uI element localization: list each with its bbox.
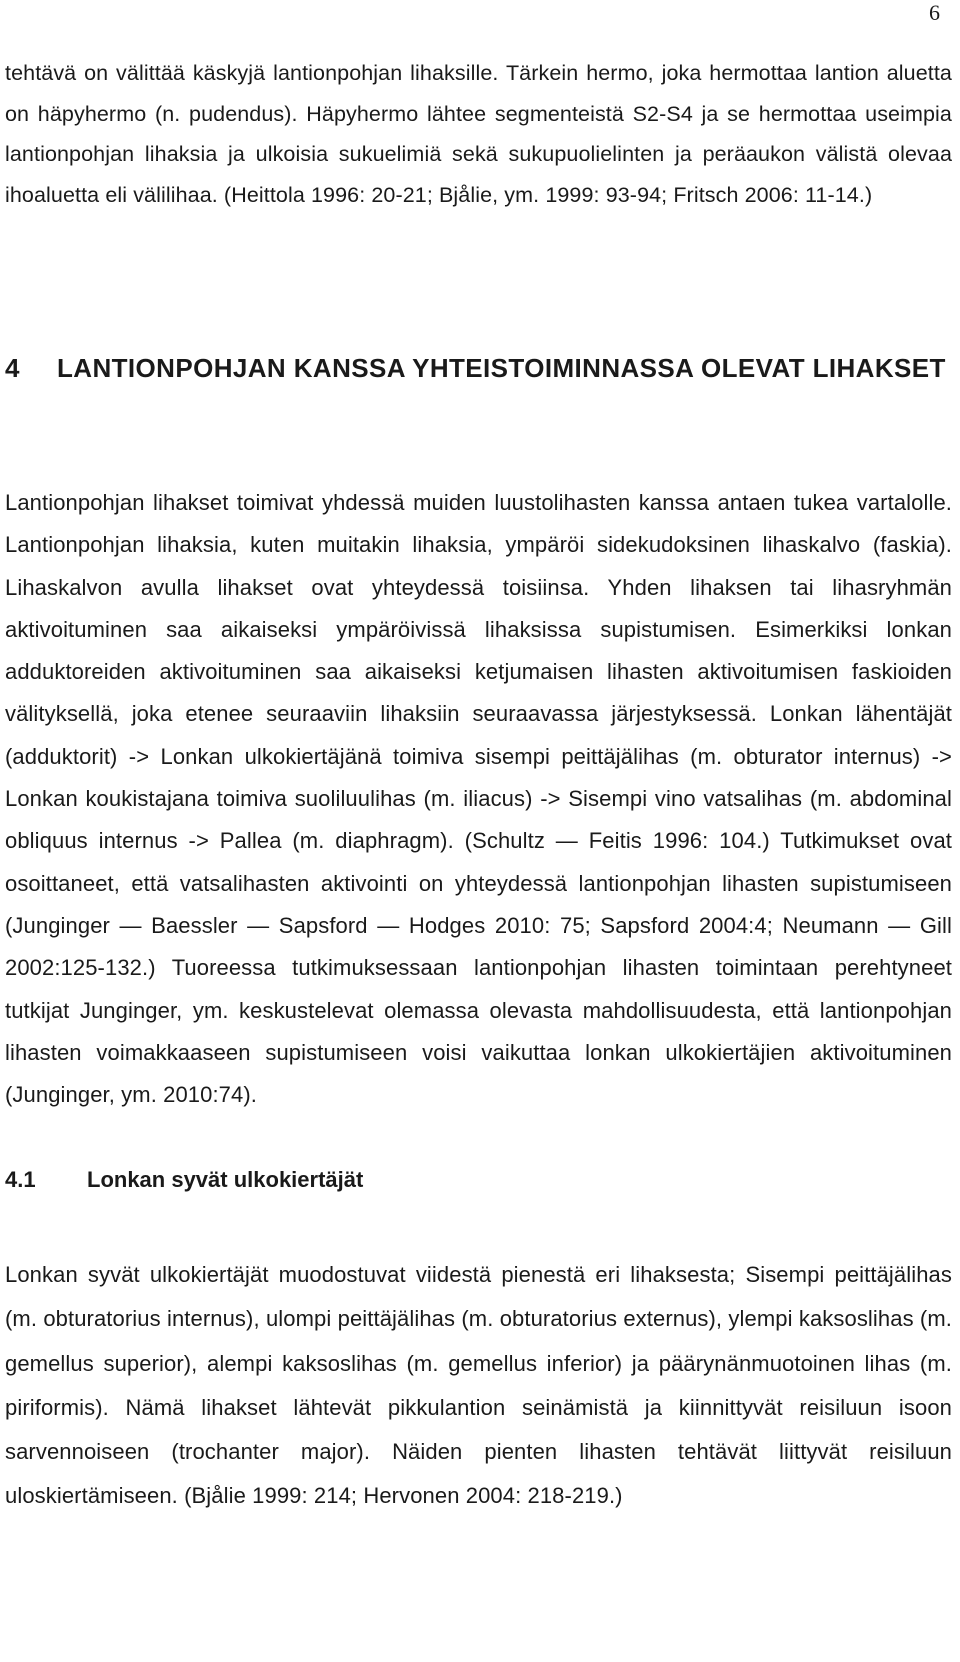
section-number: 4 bbox=[5, 353, 20, 383]
paragraph-hip-rotators: Lonkan syvät ulkokiertäjät muodostuvat viidestä pienestä eri lihaksesta; Sisempi peittäjälihas (m. obturatorius internus), ulompi peittäjälihas (m. obturatorius externus), ylempi kaksoslihas (m. gemellus superior), alempi kaksoslihas (m. gemellus inferior) ja päärynänmuotoinen lihas (m. piriformis). Nämä lihakset lähtevät pikkulantion seinämistä ja kiinnittyvät reisiluun isoon sarvennoiseen (trochanter major). Näiden pienten lihasten tehtävät liittyvät reisiluun uloskiertämiseen. (Bjålie 1999: 214; Hervonen 2004: 218-219.) bbox=[5, 1262, 952, 1509]
section-heading bbox=[5, 346, 952, 391]
paragraph-intro: tehtävä on välittää käskyjä lantionpohjan lihaksille. Tärkein hermo, joka hermottaa lantion aluetta on häpyhermo (n. pudendus). Häpyhermo lähtee segmenteistä S2-S4 ja se hermottaa useimpia lantionpohjan lihaksia ja ulkoisia sukuelimiä sekä sukupuolielinten ja peräaukon välistä olevaa ihoaluetta eli välilihaa. (Heittola 1996: 20-21; Bjålie, ym. 1999: 93-94; Fritsch 2006: 11-14.) bbox=[5, 61, 952, 207]
section-title: LANTIONPOHJAN KANSSA YHTEISTOIMINNASSA OLEVAT LIHAKSET bbox=[57, 353, 946, 383]
subsection-title: Lonkan syvät ulkokiertäjät bbox=[87, 1167, 364, 1192]
paragraph-muscle-cooperation: Lantionpohjan lihakset toimivat yhdessä muiden luustolihasten kanssa antaen tukea vartalolle. Lantionpohjan lihaksia, kuten muitakin lihaksia, ympäröi sidekudoksinen lihaskalvo (faskia). Lihaskalvon avulla lihakset ovat yhteydessä toisiinsa. Yhden lihaksen tai lihasryhmän aktivoituminen saa aikaiseksi ympäröivissä lihaksissa supistumisen. Esimerkiksi lonkan adduktoreiden aktivoituminen saa aikaiseksi ketjumaisen lihasten aktivoitumisen faskioiden välityksellä, joka etenee seuraaviin lihaksiin seuraavassa järjestyksessä. Lonkan lähentäjät (adduktorit) -> Lonkan ulkokiertäjänä toimiva sisempi peittäjälihas (m. obturator internus) -> Lonkan koukistajana toimiva suoliluulihas (m. iliacus) -> Sisempi vino vatsalihas (m. abdominal obliquus internus -> Pallea (m. diaphragm). (Schultz — Feitis 1996: 104.) Tutkimukset ovat osoittaneet, että vatsalihasten aktivointi on yhteydessä lantionpohjan lihasten supistumiseen (Junginger — Baessler — Sapsford — Hodges 2010: 75; Sapsford 2004:4; Neumann — Gill 2002:125-132.) Tuoreessa tutkimuksessaan lantionpohjan lihasten toimintaan perehtyneet tutkijat Junginger, ym. keskustelevat olemassa olevasta mahdollisuudesta, että lantionpohjan lihasten voimakkaaseen supistumiseen voisi vaikuttaa lonkan ulkokiertäjien aktivoituminen (Junginger, ym. 2010:74). bbox=[5, 490, 952, 1108]
page-number: 6 bbox=[929, 0, 940, 25]
subsection-heading bbox=[5, 1165, 363, 1195]
subsection-number: 4.1 bbox=[5, 1167, 36, 1192]
